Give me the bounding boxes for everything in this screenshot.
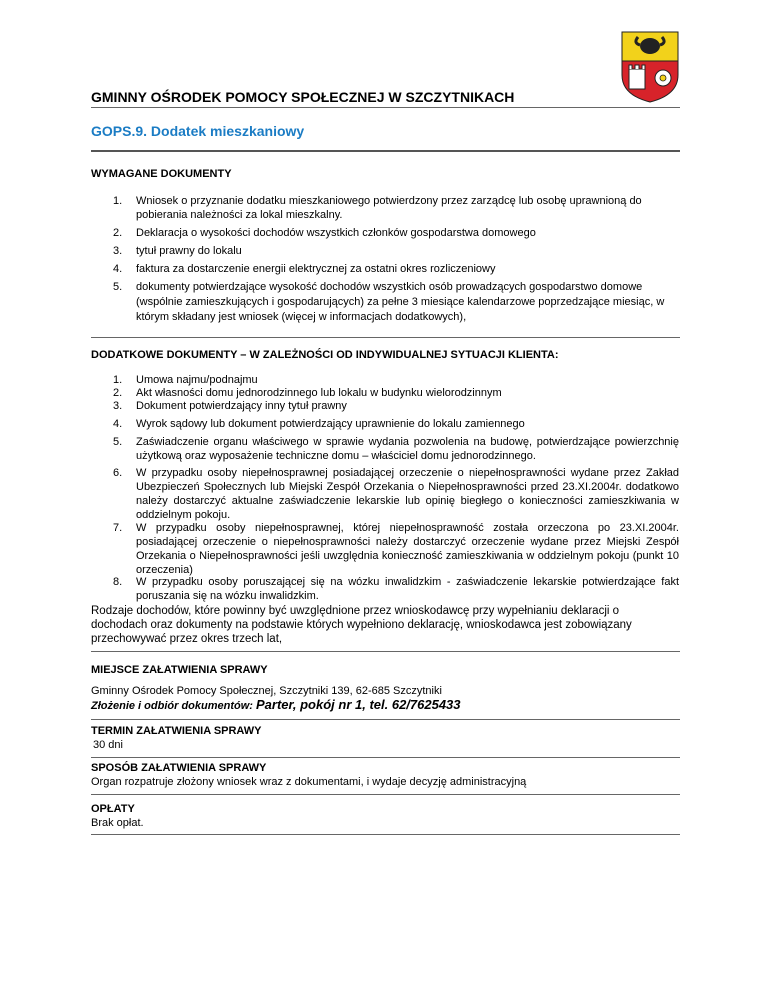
divider <box>91 834 680 835</box>
item-text: Akt własności domu jednorodzinnego lub lokalu w budynku wielorodzinnym <box>136 387 502 399</box>
item-text: tytuł prawny do lokalu <box>136 245 242 257</box>
deadline-value: 30 dni <box>93 739 123 751</box>
item-text: Dokument potwierdzający inny tytuł prawny <box>136 400 347 412</box>
method-value: Organ rozpatruje złożony wniosek wraz z dokumentami, i wydaje decyzję administracyjną <box>91 776 527 788</box>
income-note: Rodzaje dochodów, które powinny być uwzględnione przez wnioskodawcę przy wypełnianiu deklaracji o dochodach oraz dokumenty na podstawie których wypełniono deklarację, wnioskodawca jest zobowiązany przechowywać przez okres trzech lat, <box>91 605 632 645</box>
item-text: W przypadku osoby niepełnosprawnej posiadającej orzeczenie o niepełnosprawności wydane przez Zakład Ubezpieczeń Społecznych lub Miejski Zespół Orzekania o Niepełnosprawności przed 23.XI.2004r. dodatkowo należy dostarczyć aktualne zaświadczenie lekarskie lub opinię biegłego o konieczności zamieszkiwania w oddzielnym pokoju. <box>136 467 679 521</box>
item-text: dokumenty potwierdzające wysokość dochodów wszystkich osób prowadzących gospodarstwo domowe (wspólnie zamieszkujących i gospodarujących) za pełne 3 miesiące kalendarzowe poprzedzające miesiąc, w którym składany jest wniosek (więcej w informacjach dodatkowych), <box>136 281 665 323</box>
item-number: 2. <box>113 387 123 399</box>
item-text: Zaświadczenie organu właściwego w sprawie wydania pozwolenia na budowę, potwierdzające powierzchnię użytkową oraz wyposażenie techniczne domu – właściciel domu jednorodzinnego. <box>136 436 679 462</box>
item-number: 5. <box>113 436 123 448</box>
submission-label: Złożenie i odbiór dokumentów: <box>91 700 253 712</box>
item-number: 4. <box>113 418 123 430</box>
divider <box>91 150 680 152</box>
item-text: Umowa najmu/podnajmu <box>136 374 258 386</box>
divider <box>91 757 680 758</box>
item-text: Wyrok sądowy lub dokument potwierdzający uprawnienie do lokalu zamiennego <box>136 418 525 430</box>
divider <box>91 107 680 108</box>
item-number: 3. <box>113 400 123 412</box>
item-number: 8. <box>113 576 123 588</box>
divider <box>91 719 680 720</box>
submission-value: Parter, pokój nr 1, tel. 62/7625433 <box>256 697 461 712</box>
item-number: 4. <box>113 263 123 275</box>
required-documents-heading: WYMAGANE DOKUMENTY <box>91 168 232 180</box>
page-title: GOPS.9. Dodatek mieszkaniowy <box>91 123 305 139</box>
item-number: 3. <box>113 245 123 257</box>
divider <box>91 794 680 795</box>
deadline-heading: TERMIN ZAŁATWIENIA SPRAWY <box>91 725 262 737</box>
organization-name: GMINNY OŚRODEK POMOCY SPOŁECZNEJ W SZCZYTNIKACH <box>91 89 515 105</box>
item-number: 7. <box>113 522 123 534</box>
item-number: 1. <box>113 195 123 207</box>
item-number: 1. <box>113 374 123 386</box>
item-text: W przypadku osoby poruszającej się na wózku inwalidzkim - zaświadczenie lekarskie potwierdzające fakt poruszania się na wózku inwalidzkim. <box>136 576 679 602</box>
coat-of-arms-icon <box>621 31 679 103</box>
office-address: Gminny Ośrodek Pomocy Społecznej, Szczytniki 139, 62-685 Szczytniki <box>91 685 442 697</box>
item-number: 5. <box>113 281 123 293</box>
divider <box>91 651 680 652</box>
method-heading: SPOSÓB ZAŁATWIENIA SPRAWY <box>91 762 267 774</box>
item-text: faktura za dostarczenie energii elektrycznej za ostatni okres rozliczeniowy <box>136 263 496 275</box>
item-text: Deklaracja o wysokości dochodów wszystkich członków gospodarstwa domowego <box>136 227 536 239</box>
item-text: W przypadku osoby niepełnosprawnej, której niepełnosprawność została orzeczona po 23.XI.2004r. posiadającej orzeczenie o niepełnosprawności należy dostarczyć orzeczenie wydane przez Miejski Zespół Orzekania o Niepełnosprawności jeśli uwzględnia konieczność zamieszkiwania w oddzielnym pokoju (punkt 10 orzeczenia) <box>136 522 679 576</box>
item-number: 2. <box>113 227 123 239</box>
divider <box>91 337 680 338</box>
fees-heading: OPŁATY <box>91 803 135 815</box>
place-heading: MIEJSCE ZAŁATWIENIA SPRAWY <box>91 664 268 676</box>
item-text: Wniosek o przyznanie dodatku mieszkaniowego potwierdzony przez zarządcę lub osobę uprawnioną do pobierania należności za lokal mieszkalny. <box>136 195 642 221</box>
submission-info <box>91 698 671 713</box>
fees-value: Brak opłat. <box>91 817 144 829</box>
additional-documents-heading: DODATKOWE DOKUMENTY – W ZALEŻNOŚCI OD INDYWIDUALNEJ SYTUACJI KLIENTA: <box>91 349 559 361</box>
item-number: 6. <box>113 467 123 479</box>
